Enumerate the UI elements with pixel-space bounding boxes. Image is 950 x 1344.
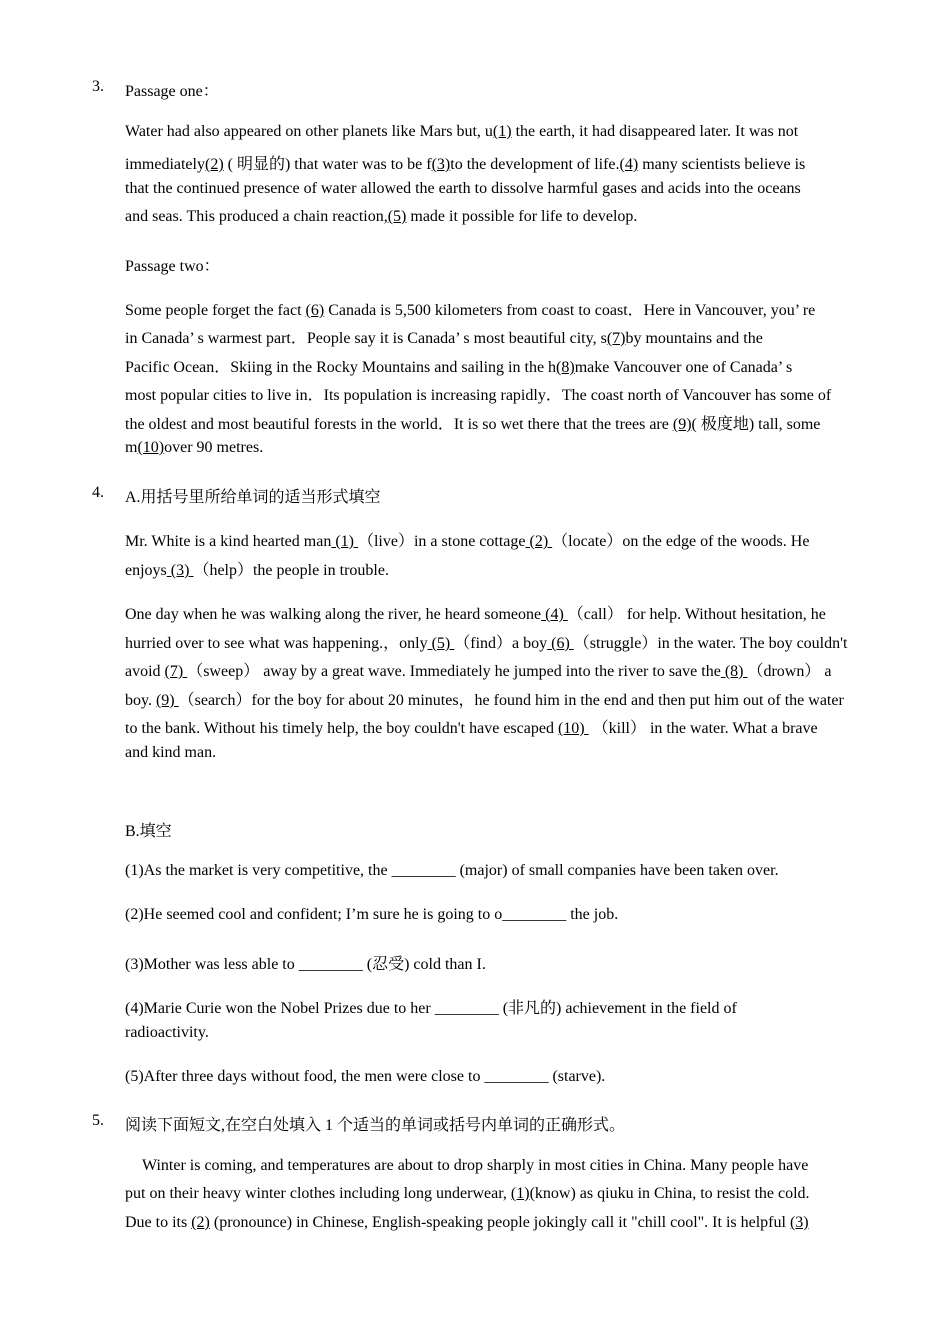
blank-marker: (10) xyxy=(137,439,165,456)
fill-item: (3)Mother was less able to ________ (忍受) cold than I. xyxy=(125,956,486,973)
text-line: hurried over to see what was happening.，only (5) （find）a boy (6) （struggle）in the water. The boy couldn't xyxy=(125,635,848,652)
passage-heading: Passage one： xyxy=(125,83,219,100)
text-line: Mr. White is a kind hearted man (1) （live）in a stone cottage (2) （locate）on the edge of the woods. He xyxy=(125,533,810,550)
text-line: Some people forget the fact (6) Canada is 5,500 kilometers from coast to coast．Here in Vancouver, you’ re xyxy=(125,302,816,319)
text-line: and seas. This produced a chain reaction,(5) made it possible for life to develop. xyxy=(125,208,638,225)
blank-marker: (8) xyxy=(556,359,575,376)
text-line: Due to its (2) (pronounce) in Chinese, English-speaking people jokingly call it "chill cool". It is helpful (3) xyxy=(125,1214,809,1231)
text-line: in Canada’ s warmest part．People say it is Canada’ s most beautiful city, s(7)by mountains and the xyxy=(125,330,763,347)
text-line: Pacific Ocean．Skiing in the Rocky Mountains and sailing in the h(8)make Vancouver one of Canada’ s xyxy=(125,359,793,376)
blank-marker: (5) xyxy=(387,208,407,225)
text-line: most popular cities to live in．Its population is increasing rapidly．The coast north of Vancouver has some of xyxy=(125,387,832,404)
text-line: avoid (7) （sweep） away by a great wave. Immediately he jumped into the river to save the (8) （drown） a xyxy=(125,663,832,680)
fill-item: (1)As the market is very competitive, the ________ (major) of small companies have been taken over. xyxy=(125,862,779,879)
blank-marker: (7) xyxy=(164,663,188,680)
blank-marker: (10) xyxy=(557,720,589,737)
text-line: the oldest and most beautiful forests in the world．It is so wet there that the trees are (9)( 极度地) tall, some xyxy=(125,416,821,433)
passage-heading: Passage two： xyxy=(125,258,220,275)
fill-item: (2)He seemed cool and confident; I’m sure he is going to o________ the job. xyxy=(125,906,619,923)
question-number: 4. xyxy=(92,484,104,501)
blank-marker: (4) xyxy=(619,156,639,173)
text-line: and kind man. xyxy=(125,744,217,761)
blank-marker: (5) xyxy=(427,635,455,652)
question-number: 5. xyxy=(92,1112,104,1129)
blank-marker: (8) xyxy=(720,663,748,680)
blank-marker: (6) xyxy=(305,302,325,319)
text-line: enjoys (3) （help）the people in trouble. xyxy=(125,562,389,579)
fill-item: (5)After three days without food, the men were close to ________ (starve). xyxy=(125,1068,606,1085)
blank-marker: (4) xyxy=(541,606,568,623)
text-line: boy. (9) （search）for the boy for about 20 minutes，he found him in the end and then put him out of the water xyxy=(125,692,844,709)
blank-marker: (1) xyxy=(510,1185,530,1202)
text-line: to the bank. Without his timely help, the boy couldn't have escaped (10) （kill） in the water. What a brave xyxy=(125,720,818,737)
blank-marker: (2) xyxy=(525,533,553,550)
blank-marker: (6) xyxy=(547,635,574,652)
fill-item: radioactivity. xyxy=(125,1024,209,1041)
blank-marker: (2) xyxy=(204,156,224,173)
section-heading: 阅读下面短文,在空白处填入 1 个适当的单词或括号内单词的正确形式。 xyxy=(125,1117,626,1134)
blank-marker: (3) xyxy=(431,156,451,173)
question-number: 3. xyxy=(92,78,104,95)
blank-marker: (1) xyxy=(492,123,512,140)
section-heading: A.用括号里所给单词的适当形式填空 xyxy=(125,489,381,506)
blank-marker: (9) xyxy=(672,416,692,433)
blank-marker: (1) xyxy=(331,533,358,550)
fill-item: (4)Marie Curie won the Nobel Prizes due to her ________ (非凡的) achievement in the field of xyxy=(125,1000,737,1017)
blank-marker: (9) xyxy=(155,692,179,709)
blank-marker: (2) xyxy=(191,1214,210,1231)
text-line: One day when he was walking along the river, he heard someone (4) （call） for help. Without hesitation, he xyxy=(125,606,826,623)
text-line: put on their heavy winter clothes including long underwear, (1)(know) as qiuku in China, to resist the cold. xyxy=(125,1185,810,1202)
text-line: immediately(2) ( 明显的) that water was to be f(3)to the development of life.(4) many scientists believe is xyxy=(125,156,806,173)
text-line: Winter is coming, and temperatures are about to drop sharply in most cities in China. Many people have xyxy=(142,1157,809,1174)
text-line: Water had also appeared on other planets like Mars but, u(1) the earth, it had disappeared later. It was not xyxy=(125,123,799,140)
text-line: m(10)over 90 metres. xyxy=(125,439,264,456)
section-heading: B.填空 xyxy=(125,823,172,840)
text-line: that the continued presence of water allowed the earth to dissolve harmful gases and acids into the oceans xyxy=(125,180,801,197)
blank-marker: (3) xyxy=(789,1214,809,1231)
blank-marker: (3) xyxy=(166,562,194,579)
blank-marker: (7) xyxy=(606,330,626,347)
